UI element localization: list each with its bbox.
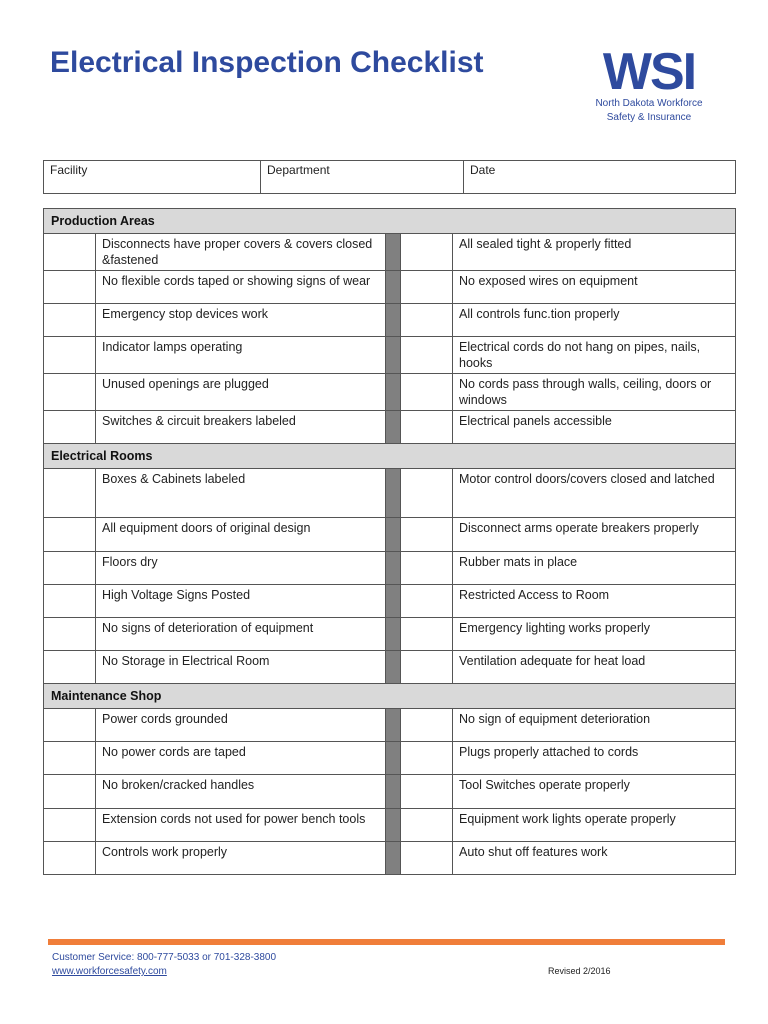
checklist-row	[44, 775, 736, 809]
check-item-left: No flexible cords taped or showing signs of wear	[96, 271, 386, 304]
check-item-left: Controls work properly	[96, 842, 386, 875]
check-item-right: Equipment work lights operate properly	[453, 809, 736, 842]
checklist-row	[44, 618, 736, 651]
section-header	[44, 209, 736, 234]
checklist-row	[44, 809, 736, 842]
check-item-left: Unused openings are plugged	[96, 374, 386, 411]
logo-subtitle-2: Safety & Insurance	[606, 112, 692, 123]
column-divider	[386, 304, 401, 337]
check-box-right[interactable]	[401, 234, 453, 271]
website-link[interactable]: www.workforcesafety.com	[52, 966, 167, 977]
check-item-right: Emergency lighting works properly	[453, 618, 736, 651]
check-item-right: All sealed tight & properly fitted	[453, 234, 736, 271]
checklist-row	[44, 742, 736, 775]
check-box-left[interactable]	[44, 709, 96, 742]
checklist-row	[44, 469, 736, 518]
column-divider	[386, 651, 401, 684]
check-item-right: Electrical panels accessible	[453, 411, 736, 444]
column-divider	[386, 234, 401, 271]
checklist-row	[44, 552, 736, 585]
check-box-right[interactable]	[401, 552, 453, 585]
check-item-right: No sign of equipment deterioration	[453, 709, 736, 742]
checklist-row	[44, 518, 736, 552]
check-box-right[interactable]	[401, 842, 453, 875]
check-item-right: No cords pass through walls, ceiling, doors or windows	[453, 374, 736, 411]
logo-mark: WSI	[602, 43, 696, 101]
check-item-right: No exposed wires on equipment	[453, 271, 736, 304]
check-box-left[interactable]	[44, 304, 96, 337]
check-box-right[interactable]	[401, 271, 453, 304]
column-divider	[386, 552, 401, 585]
customer-service-text: Customer Service: 800-777-5033 or 701-328-3800	[52, 952, 277, 963]
check-box-left[interactable]	[44, 518, 96, 552]
check-item-left: No broken/cracked handles	[96, 775, 386, 809]
check-item-right: Rubber mats in place	[453, 552, 736, 585]
section-header	[44, 444, 736, 469]
check-box-left[interactable]	[44, 775, 96, 809]
column-divider	[386, 469, 401, 518]
wsi-logo	[584, 43, 714, 124]
check-box-left[interactable]	[44, 234, 96, 271]
checklist-row	[44, 234, 736, 271]
revised-date: Revised 2/2016	[548, 966, 611, 976]
check-item-right: All controls func.tion properly	[453, 304, 736, 337]
checklist-row	[44, 411, 736, 444]
column-divider	[386, 709, 401, 742]
column-divider	[386, 842, 401, 875]
check-item-left: No Storage in Electrical Room	[96, 651, 386, 684]
checklist-row	[44, 585, 736, 618]
check-item-right: Electrical cords do not hang on pipes, nails, hooks	[453, 337, 736, 374]
checklist-row	[44, 374, 736, 411]
check-item-left: High Voltage Signs Posted	[96, 585, 386, 618]
section-header	[44, 684, 736, 709]
page-title: Electrical Inspection Checklist	[50, 46, 484, 79]
check-box-left[interactable]	[44, 271, 96, 304]
check-box-left[interactable]	[44, 552, 96, 585]
check-box-right[interactable]	[401, 651, 453, 684]
check-box-left[interactable]	[44, 809, 96, 842]
checklist-table	[43, 208, 736, 875]
check-item-right: Auto shut off features work	[453, 842, 736, 875]
check-item-left: Floors dry	[96, 552, 386, 585]
check-box-left[interactable]	[44, 469, 96, 518]
check-box-left[interactable]	[44, 842, 96, 875]
check-box-left[interactable]	[44, 374, 96, 411]
check-box-right[interactable]	[401, 469, 453, 518]
checklist-row	[44, 271, 736, 304]
check-box-right[interactable]	[401, 518, 453, 552]
column-divider	[386, 585, 401, 618]
check-item-left: Boxes & Cabinets labeled	[96, 469, 386, 518]
department-field[interactable]: Department	[261, 161, 464, 194]
check-box-right[interactable]	[401, 775, 453, 809]
check-box-left[interactable]	[44, 411, 96, 444]
column-divider	[386, 775, 401, 809]
checklist-row	[44, 842, 736, 875]
checklist-row	[44, 709, 736, 742]
check-item-left: Indicator lamps operating	[96, 337, 386, 374]
facility-field[interactable]: Facility	[44, 161, 261, 194]
check-item-left: Power cords grounded	[96, 709, 386, 742]
section-title: Maintenance Shop	[44, 684, 736, 709]
check-item-right: Disconnect arms operate breakers properly	[453, 518, 736, 552]
checklist-row	[44, 304, 736, 337]
check-box-right[interactable]	[401, 411, 453, 444]
column-divider	[386, 518, 401, 552]
section-title: Production Areas	[44, 209, 736, 234]
column-divider	[386, 374, 401, 411]
check-box-right[interactable]	[401, 374, 453, 411]
check-box-right[interactable]	[401, 337, 453, 374]
check-box-left[interactable]	[44, 651, 96, 684]
check-box-left[interactable]	[44, 742, 96, 775]
check-item-left: No power cords are taped	[96, 742, 386, 775]
check-box-left[interactable]	[44, 337, 96, 374]
check-box-right[interactable]	[401, 809, 453, 842]
check-box-left[interactable]	[44, 618, 96, 651]
check-item-left: Emergency stop devices work	[96, 304, 386, 337]
column-divider	[386, 271, 401, 304]
check-box-left[interactable]	[44, 585, 96, 618]
check-item-right: Restricted Access to Room	[453, 585, 736, 618]
check-box-right[interactable]	[401, 709, 453, 742]
logo-subtitle-1: North Dakota Workforce	[595, 98, 703, 109]
column-divider	[386, 411, 401, 444]
info-table	[43, 160, 736, 194]
checklist-row	[44, 651, 736, 684]
column-divider	[386, 618, 401, 651]
check-item-right: Motor control doors/covers closed and latched	[453, 469, 736, 518]
check-item-right: Ventilation adequate for heat load	[453, 651, 736, 684]
checklist-row	[44, 337, 736, 374]
check-item-left: No signs of deterioration of equipment	[96, 618, 386, 651]
check-box-right[interactable]	[401, 618, 453, 651]
check-item-right: Plugs properly attached to cords	[453, 742, 736, 775]
section-title: Electrical Rooms	[44, 444, 736, 469]
check-item-left: Switches & circuit breakers labeled	[96, 411, 386, 444]
date-field[interactable]: Date	[464, 161, 736, 194]
footer-divider	[48, 939, 725, 945]
check-box-right[interactable]	[401, 742, 453, 775]
column-divider	[386, 337, 401, 374]
column-divider	[386, 742, 401, 775]
check-item-left: Disconnects have proper covers & covers closed &fastened	[96, 234, 386, 271]
check-box-right[interactable]	[401, 585, 453, 618]
check-item-left: All equipment doors of original design	[96, 518, 386, 552]
check-item-left: Extension cords not used for power bench tools	[96, 809, 386, 842]
check-box-right[interactable]	[401, 304, 453, 337]
check-item-right: Tool Switches operate properly	[453, 775, 736, 809]
column-divider	[386, 809, 401, 842]
